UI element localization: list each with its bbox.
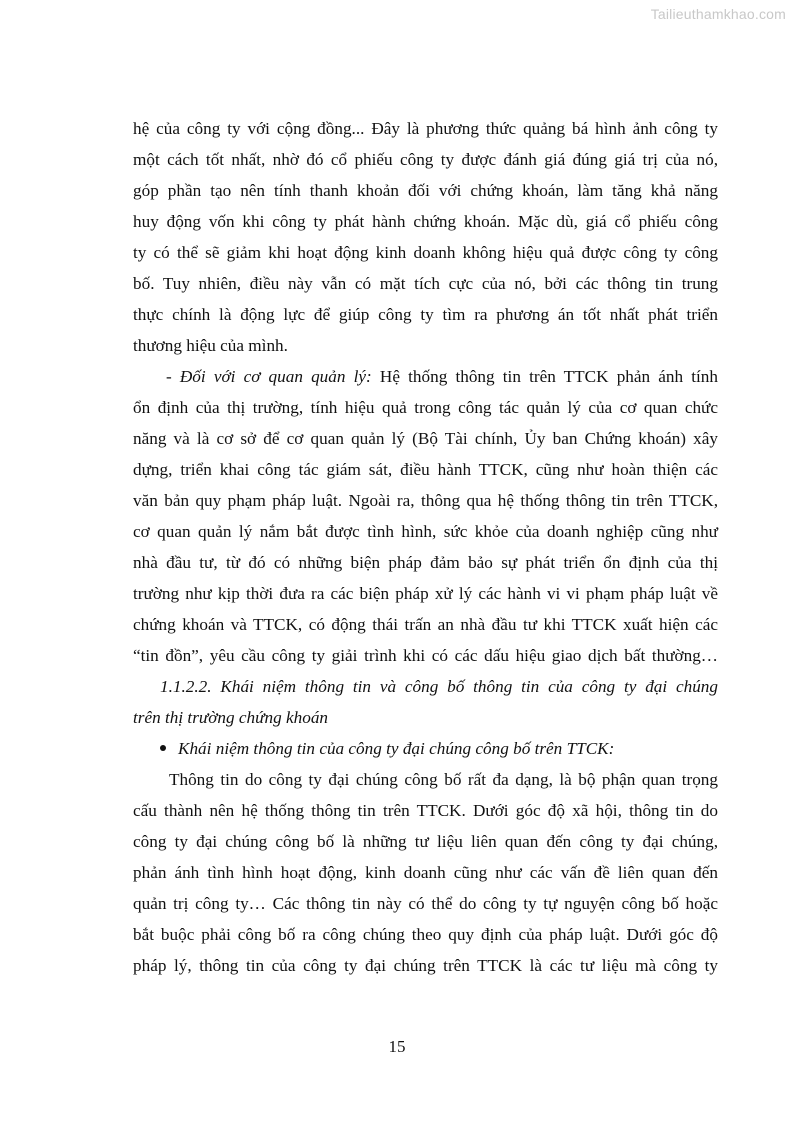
text-line: “tin đồn”, yêu cầu công ty giải trình khi có các dấu hiệu giao dịch bất thường…	[133, 646, 718, 665]
management-lead: - Đối với cơ quan quản lý:	[166, 367, 372, 386]
text-line-management	[133, 361, 718, 392]
text-line: Thông tin do công ty đại chúng công bố rất đa dạng, là bộ phận quan trọng	[169, 770, 718, 789]
management-rest: Hệ thống thông tin trên TTCK phản ánh tính	[371, 367, 718, 386]
text-line: một cách tốt nhất, nhờ đó cổ phiếu công ty được đánh giá đúng giá trị của nó,	[133, 150, 718, 169]
watermark-text: Tailieuthamkhao.com	[650, 6, 786, 22]
text-line: hệ của công ty với cộng đồng... Đây là phương thức quảng bá hình ảnh công ty	[133, 119, 718, 138]
section-heading-cont: trên thị trường chứng khoán	[133, 708, 329, 727]
text-line: ty có thể sẽ giảm khi hoạt động kinh doanh không hiệu quả được công ty công	[133, 243, 718, 262]
text-line: cấu thành nên hệ thống thông tin trên TTCK. Dưới góc độ xã hội, thông tin do	[133, 801, 718, 820]
bullet-text: Khái niệm thông tin của công ty đại chúng công bố trên TTCK:	[178, 739, 615, 758]
section-heading: 1.1.2.2. Khái niệm thông tin và công bố thông tin của công ty đại chúng	[160, 677, 718, 696]
text-line: nhà đầu tư, từ đó có những biện pháp đảm bảo sự phát triển ổn định của thị	[133, 553, 718, 572]
text-line: thương hiệu của mình.	[133, 336, 288, 355]
bullet-icon	[160, 745, 166, 751]
page-number: 15	[388, 1037, 406, 1056]
text-line: công ty đại chúng công bố là những tư liệu liên quan đến công ty đại chúng,	[133, 832, 718, 851]
text-line: cơ quan quản lý nắm bắt được tình hình, sức khỏe của doanh nghiệp cũng như	[133, 522, 718, 541]
text-line: chứng khoán và TTCK, có động thái trấn an nhà đầu tư khi TTCK xuất hiện các	[133, 615, 718, 634]
text-line: quản trị công ty… Các thông tin này có thể do công ty tự nguyện công bố hoặc	[133, 894, 718, 913]
bullet-item	[133, 733, 718, 764]
text-line: thực chính là động lực để giúp công ty tìm ra phương án tốt nhất phát triển	[133, 305, 718, 324]
text-line: góp phần tạo nên tính thanh khoản đối với chứng khoán, làm tăng khả năng	[133, 181, 718, 200]
text-line: năng và là cơ sở để cơ quan quản lý (Bộ Tài chính, Ủy ban Chứng khoán) xây	[133, 429, 718, 448]
text-line: dựng, triển khai công tác giám sát, điều hành TTCK, cũng như hoàn thiện các	[133, 460, 718, 479]
text-line: pháp lý, thông tin của công ty đại chúng trên TTCK là các tư liệu mà công ty	[133, 956, 718, 975]
text-line: bố. Tuy nhiên, điều này vẫn có mặt tích cực của nó, bởi các thông tin trung	[133, 274, 718, 293]
text-line: trường như kịp thời đưa ra các biện pháp xử lý các hành vi vi phạm pháp luật về	[133, 584, 718, 603]
text-line: bắt buộc phải công bố ra công chúng theo quy định của pháp luật. Dưới góc độ	[133, 925, 718, 944]
document-body	[133, 113, 718, 981]
text-line: ổn định của thị trường, tính hiệu quả trong công tác quản lý của cơ quan chức	[133, 398, 718, 417]
text-line: văn bản quy phạm pháp luật. Ngoài ra, thông qua hệ thống thông tin trên TTCK,	[133, 491, 718, 510]
text-line: huy động vốn khi công ty phát hành chứng khoán. Mặc dù, giá cổ phiếu công	[133, 212, 718, 231]
text-line: phản ánh tình hình hoạt động, kinh doanh cũng như các vấn đề liên quan đến	[133, 863, 718, 882]
